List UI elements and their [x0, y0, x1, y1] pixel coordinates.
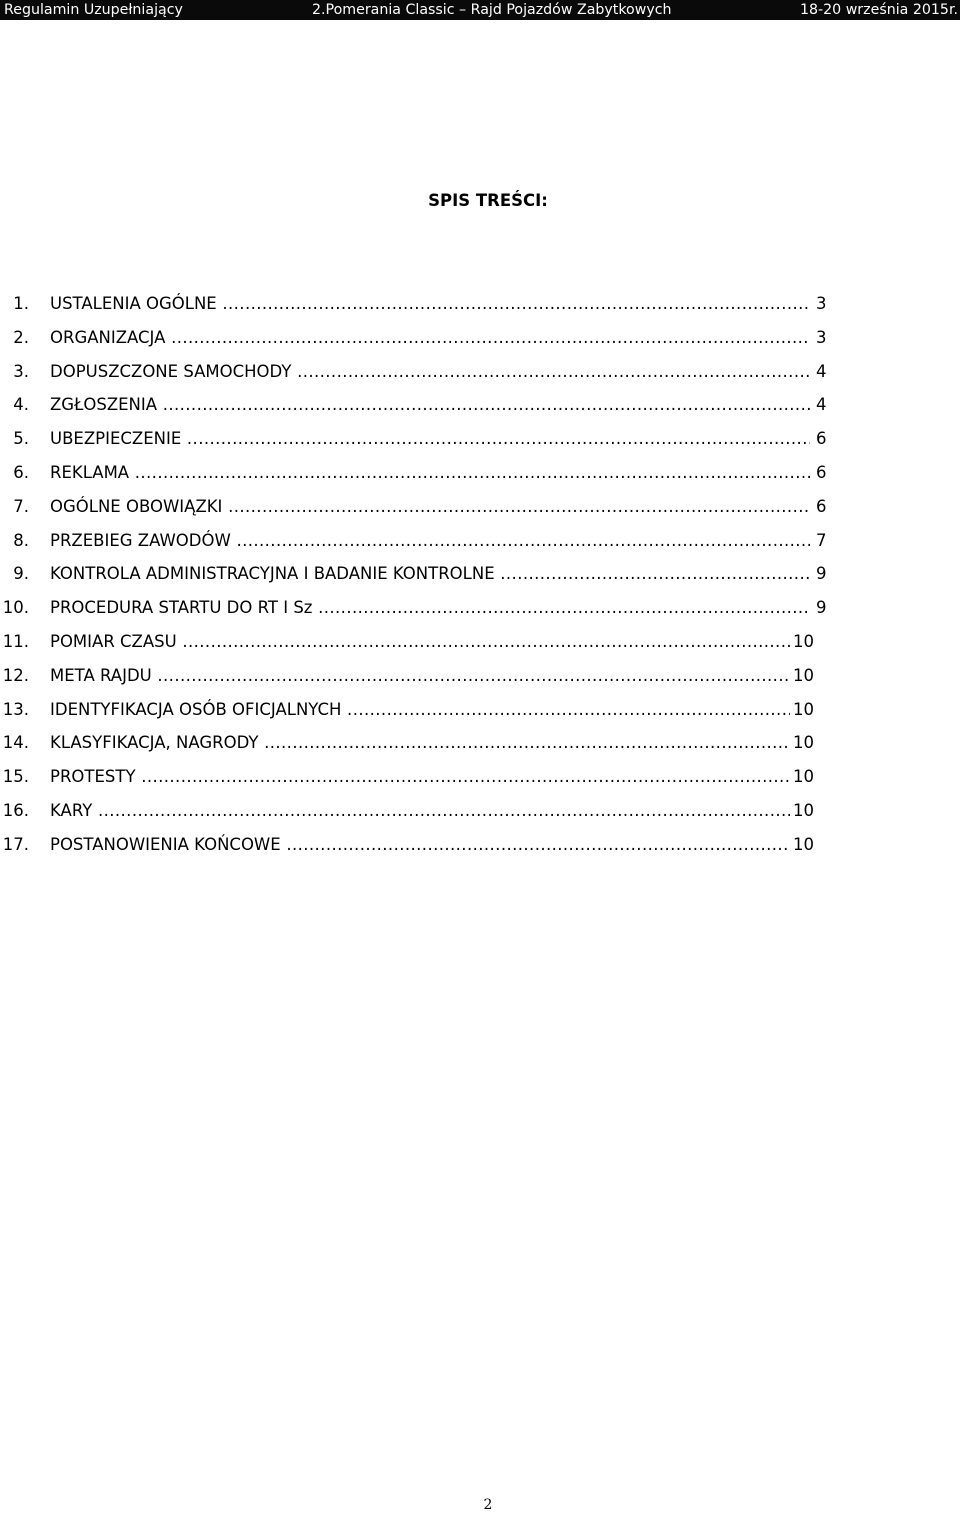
page-number: 2	[483, 1497, 493, 1513]
table-of-contents	[0, 290, 960, 865]
toc-entry-number: 10.	[2, 598, 29, 618]
toc-entry-number: 1.	[13, 294, 29, 313]
toc-entry-title: REKLAMA .....	[50, 459, 810, 487]
toc-entry-title: PRZEBIEG ZAWODÓW .....	[50, 527, 810, 555]
toc-entry-title: DOPUSZCZONE SAMOCHODY .....	[50, 358, 810, 386]
toc-entry[interactable]	[0, 358, 960, 392]
toc-entry[interactable]	[0, 662, 960, 696]
toc-entry[interactable]	[0, 391, 960, 425]
toc-entry-page: 10	[792, 662, 823, 690]
toc-entry-number: 2.	[13, 327, 29, 347]
toc-entry[interactable]	[0, 290, 960, 324]
toc-entry-page: 7	[815, 527, 828, 555]
toc-entry-number: 3.	[13, 361, 29, 381]
toc-entry-page: 3	[815, 324, 828, 352]
toc-entry[interactable]	[0, 696, 960, 730]
toc-entry-title: ZGŁOSZENIA .....	[50, 391, 810, 419]
header-event-name: 2.Pomerania Classic – Rajd Pojazdów Zabytkowych	[312, 2, 672, 18]
toc-entry-page: 9	[815, 560, 828, 588]
toc-entry-page: 10	[792, 729, 823, 757]
toc-entry[interactable]	[0, 560, 960, 594]
toc-entry-page: 10	[792, 696, 823, 724]
toc-entry-page: 10	[792, 797, 823, 825]
toc-entry-page: 3	[815, 290, 828, 318]
toc-entry-number: 12.	[2, 665, 29, 685]
toc-entry-page: 6	[815, 493, 828, 521]
toc-entry-title: KARY .....	[50, 797, 790, 825]
toc-entry-title: PROCEDURA STARTU DO RT I Sz .....	[50, 594, 810, 622]
toc-entry-title: UBEZPIECZENIE .....	[50, 425, 810, 453]
toc-entry[interactable]	[0, 831, 960, 865]
toc-entry-number: 15.	[2, 767, 29, 787]
toc-entry-page: 9	[815, 594, 828, 622]
toc-entry-number: 11.	[2, 631, 29, 651]
toc-entry-title: POMIAR CZASU .....	[50, 628, 790, 656]
toc-entry-page: 10	[792, 628, 823, 656]
toc-entry[interactable]	[0, 729, 960, 763]
toc-entry-page: 10	[792, 831, 823, 859]
toc-entry-page: 6	[815, 425, 828, 453]
toc-entry-number: 8.	[13, 530, 29, 550]
toc-entry[interactable]	[0, 493, 960, 527]
header-event-dates: 18-20 września 2015r.	[799, 2, 958, 18]
toc-entry-title: KONTROLA ADMINISTRACYJNA I BADANIE KONTROLNE .....	[50, 560, 810, 588]
toc-entry-number: 13.	[2, 699, 29, 719]
page-header	[0, 0, 960, 20]
toc-entry[interactable]	[0, 594, 960, 628]
toc-entry[interactable]	[0, 459, 960, 493]
toc-entry-title: KLASYFIKACJA, NAGRODY .....	[50, 729, 790, 757]
toc-entry-title: POSTANOWIENIA KOŃCOWE .....	[50, 831, 790, 859]
toc-entry-page: 6	[815, 459, 828, 487]
toc-heading: SPIS TREŚCI:	[428, 191, 548, 210]
toc-entry[interactable]	[0, 425, 960, 459]
toc-entry-title: ORGANIZACJA .....	[50, 324, 810, 352]
header-document-title: Regulamin Uzupełniający	[4, 2, 183, 18]
toc-entry[interactable]	[0, 763, 960, 797]
toc-entry[interactable]	[0, 797, 960, 831]
toc-entry-number: 16.	[2, 800, 29, 820]
toc-entry-title: META RAJDU .....	[50, 662, 790, 690]
toc-entry-page: 4	[815, 358, 828, 386]
toc-entry[interactable]	[0, 527, 960, 561]
toc-entry-page: 4	[815, 391, 828, 419]
toc-entry-title: USTALENIA OGÓLNE .....	[50, 290, 810, 318]
toc-entry-number: 5.	[13, 429, 29, 449]
toc-entry[interactable]	[0, 628, 960, 662]
toc-entry-number: 9.	[13, 564, 29, 584]
toc-entry-number: 4.	[13, 395, 29, 415]
toc-entry-title: PROTESTY .....	[50, 763, 790, 791]
toc-entry-page: 10	[792, 763, 823, 791]
toc-entry-number: 7.	[13, 496, 29, 516]
toc-entry-number: 14.	[2, 733, 29, 753]
toc-entry-title: OGÓLNE OBOWIĄZKI .....	[50, 493, 810, 521]
toc-entry-number: 17.	[2, 834, 29, 854]
toc-entry-number: 6.	[13, 462, 29, 482]
toc-entry-title: IDENTYFIKACJA OSÓB OFICJALNYCH .....	[50, 696, 790, 724]
toc-entry[interactable]	[0, 324, 960, 358]
